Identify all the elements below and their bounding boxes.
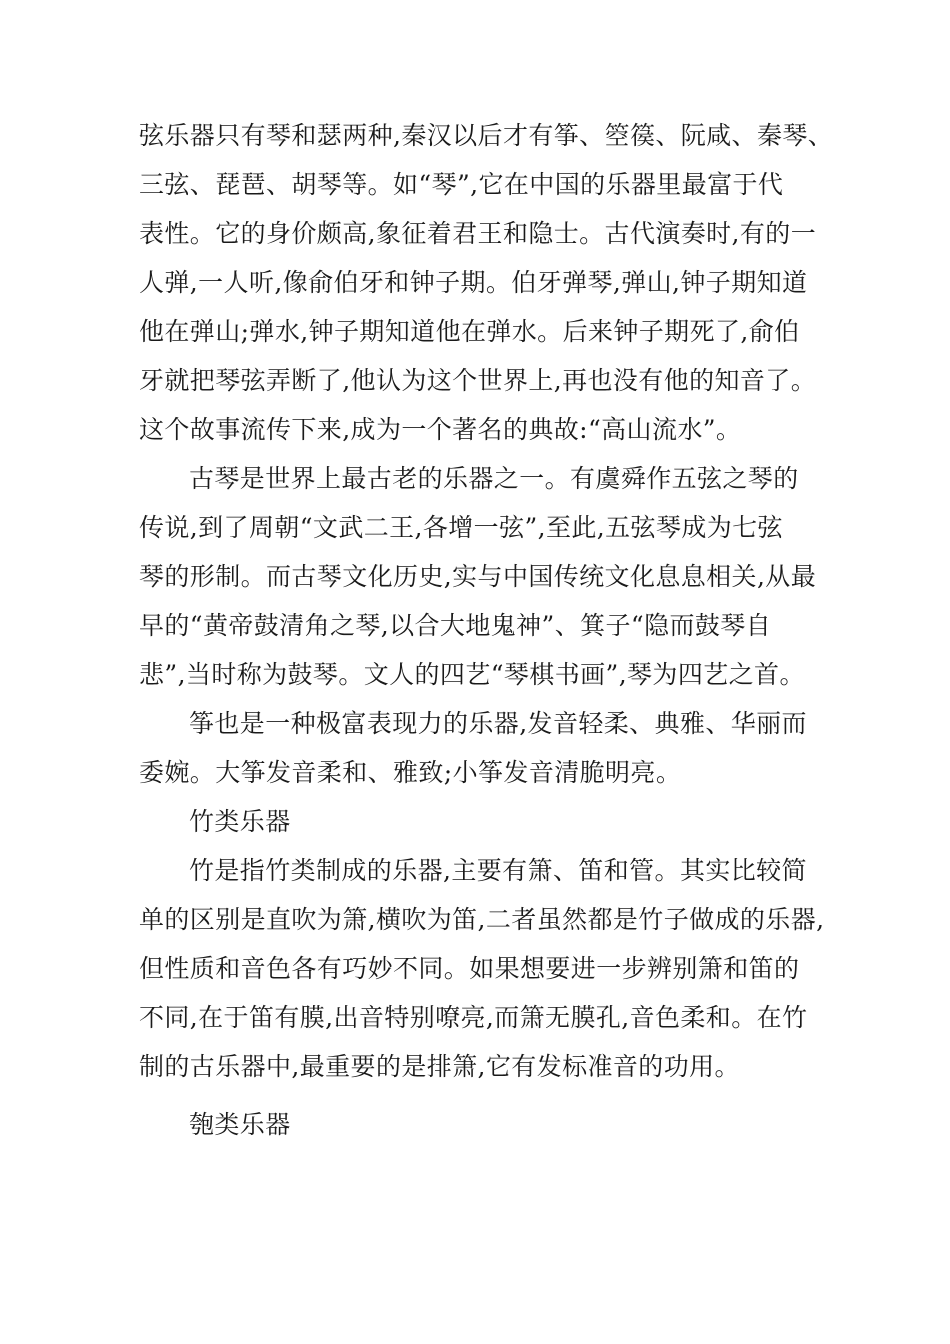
section-heading: 竹类乐器	[189, 807, 291, 836]
paragraph-line: 古琴是世界上最古老的乐器之一。有虞舜作五弦之琴的	[189, 464, 799, 493]
paragraph-line: 琴的形制。而古琴文化历史,实与中国传统文化息息相关,从最	[139, 562, 817, 591]
paragraph-line: 表性。它的身价颇高,象征着君王和隐士。古代演奏时,有的一	[139, 219, 817, 248]
paragraph-line: 早的“黄帝鼓清角之琴,以合大地鬼神”、箕子“隐而鼓琴自	[139, 611, 772, 640]
paragraph-line: 传说,到了周朝“文武二王,各增一弦”,至此,五弦琴成为七弦	[139, 513, 783, 542]
paragraph-line: 这个故事流传下来,成为一个著名的典故:“高山流水”。	[139, 415, 742, 444]
paragraph-line: 弦乐器只有琴和瑟两种,秦汉以后才有筝、箜篌、阮咸、秦琴、	[139, 121, 834, 150]
section-heading: 匏类乐器	[189, 1110, 291, 1139]
paragraph-line: 牙就把琴弦弄断了,他认为这个世界上,再也没有他的知音了。	[139, 366, 817, 395]
paragraph-line: 不同,在于笛有膜,出音特别嘹亮,而箫无膜孔,音色柔和。在竹	[139, 1003, 808, 1032]
paragraph-line: 制的古乐器中,最重要的是排箫,它有发标准音的功用。	[139, 1052, 740, 1081]
paragraph-line: 单的区别是直吹为箫,横吹为笛,二者虽然都是竹子做成的乐器,	[139, 905, 825, 934]
paragraph-line: 竹是指竹类制成的乐器,主要有箫、笛和管。其实比较简	[189, 856, 807, 885]
paragraph-line: 筝也是一种极富表现力的乐器,发音轻柔、典雅、华丽而	[189, 709, 807, 738]
paragraph-line: 但性质和音色各有巧妙不同。如果想要进一步辨别箫和笛的	[139, 954, 800, 983]
paragraph-line: 委婉。大筝发音柔和、雅致;小筝发音清脆明亮。	[139, 758, 682, 787]
paragraph-line: 他在弹山;弹水,钟子期知道他在弹水。后来钟子期死了,俞伯	[139, 317, 800, 346]
paragraph-line: 人弹,一人听,像俞伯牙和钟子期。伯牙弹琴,弹山,钟子期知道	[139, 268, 808, 297]
paragraph-line: 悲”,当时称为鼓琴。文人的四艺“琴棋书画”,琴为四艺之首。	[139, 660, 805, 689]
paragraph-line: 三弦、琵琶、胡琴等。如“琴”,它在中国的乐器里最富于代	[139, 170, 784, 199]
